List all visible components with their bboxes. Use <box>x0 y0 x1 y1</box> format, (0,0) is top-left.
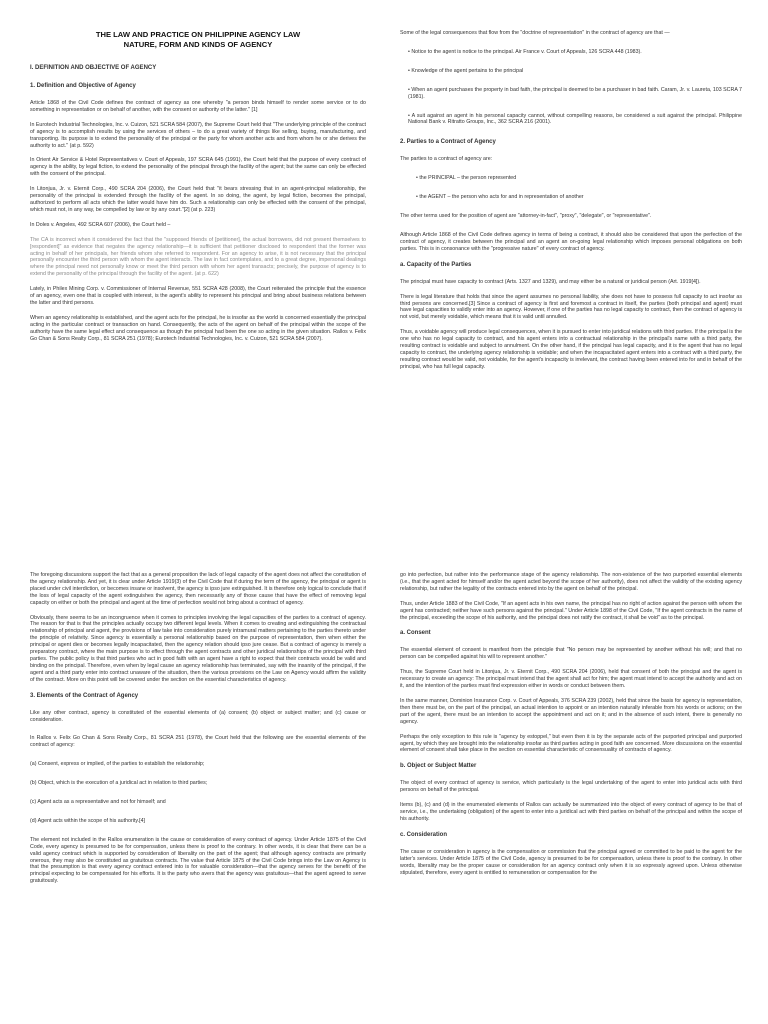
paragraph: In the same manner, Dominion Insurance Corp. v. Court of Appeals, 376 SCRA 239 (2002), held that since the basis for agency is representation, then there must be, on the part of the principal, an actual intention to appoint or an intention naturally inferable from his words or actions; on the part of the agent, there must be an intention to accept the appointment and act on it; and in the absence of such intent, there is generally no agency. <box>400 697 742 725</box>
heading-consent: a. Consent <box>400 630 431 637</box>
bullet-item: • the PRINCIPAL – the person represented <box>416 175 517 182</box>
heading-object: b. Object or Subject Matter <box>400 763 477 770</box>
paragraph: The object of every contract of agency is service, which particularly is the legal undertaking of the agent to enter into juridical acts with third persons on behalf of the principal. <box>400 780 742 794</box>
paragraph: Perhaps the only exception to this rule is "agency by estoppel," but even then it is by the separate acts of the purported principal and purported agent, by which they are brought into the relationship insofar as third parties acting in good faith are concerned. More discussions on the essential element of consent shall take place in the section on essential characteristic of consensuality of contracts of agency. <box>400 733 742 754</box>
heading-parties: 2. Parties to a Contract of Agency <box>400 139 496 146</box>
heading-elements: 3. Elements of the Contract of Agency <box>30 692 139 699</box>
list-item: (d) Agent acts within the scope of his authority.[4] <box>30 817 146 824</box>
paragraph: The element not included in the Rallos enumeration is the cause or consideration of every contract of agency. Under Article 1875 of the Civil Code, every agency is presumed to be for compensation, unless there is proof to the contrary. In other words, it is clear that there can be a valid agency contract which is supported by consideration of liberality on the part of the agent; that although agency contracts are primarily onerous, they may also be constituted as gratuitous contracts. The value that Article 1875 of the Civil Code brings into the Law on Agency is that the presumption is that every agency contract entered into is for valuable consideration—that the agency serves for the benefit of the principal expecting to be compensated for his efforts. It is the party who avers that the agency was gratuitous—that the agent agreed to serve gratuitously. <box>30 836 366 885</box>
paragraph: In Eurotech Industrial Technologies, Inc. v. Cuizon, 521 SCRA 584 (2007), the Supreme Court held that "The underlying principle of the contract of agency is to accomplish results by using the services of others – to do a great variety of things like selling, buying, manufacturing, and transporting. Its purpose is to extend the personality of the principal or the party for whom another acts and from whom he or she derives the authority to act." (at p. 592) <box>30 121 366 149</box>
paragraph: The essential element of consent is manifest from the principle that "No person may be represented by another without his will; and that no person can be compelled against his will to represent another." <box>400 647 742 661</box>
document-page-2 <box>384 0 768 512</box>
paragraph: When an agency relationship is established, and the agent acts for the principal, he is insofar as the world is concerned essentially the principal acting in the particular contract or transaction on hand. Consequently, the acts of the agent on behalf of the principal within the scope of the authority have the same legal effect and consequence as though the principal had been the one so acting in the given situation. Rallos v. Felix Go Chan & Sons Realty Corp., 81 SCRA 251 (1978); Eurotech Industrial Technologies, Inc. v. Cuizon, 521 SCRA 584 (2007). <box>30 314 366 342</box>
bullet-item: • Notice to the agent is notice to the principal. Air France v. Court of Appeals, 126 SCRA 448 (1983). <box>408 48 642 55</box>
document-page-3 <box>0 512 384 1024</box>
bullet-item: • When an agent purchases the property in bad faith, the principal is deemed to be a purchaser in bad faith. Caram, Jr. v. Laureta, 103 SCRA 7 (1981). <box>408 86 742 100</box>
block-quote: The CA is incorrect when it considered the fact that the "supposed friends of [petitioner], the actual borrowers, did not present themselves to [respondent]" as evidence that negates the agency relationship—it is sufficient that petitioner disclosed to respondent that the former was acting in behalf of her principals, her friends whom she referred to respondent. For an agency to arise, it is not necessary that the principal personally encounter the third person with whom the agent interacts. The law in fact contemplates, and to a great degree, impersonal dealings where the principal need not personally know or meet the third person with whom her agent transacts; precisely, the purpose of agency is to extend the personality of the principal through the facility of the agent. (at p. 622) <box>30 236 366 278</box>
document-page-1 <box>0 0 384 512</box>
paragraph: Obviously, there seems to be an incongruence when it comes to principles involving the legal capacities of the parties to a contract of agency. The reason for that is that the principles actually occupy two different legal levels. When it comes to creating and extinguishing the contractual relationship of principal and agent, the provisions of law take into consideration purely intramural matters pertaining to the parties thereto under the principle of relativity. Since agency is essentially a personal relationship based on the purpose of representation, then when either the principal or agent dies or becomes legally incapacitated, then the agency relation should ipso jure cease. But a contract of agency is merely a preparatory contract, where the main purpose is to effect through the agent contracts and other juridical relationships of the principal with third parties. The public policy is that third parties who act in good faith with an agent have a right to expect that their contracts would be valid and binding on the principal. Therefore, even when by legal cause an agency relationship has terminated, say with the insanity of the principal, if the agent and a third party enter into contract unaware of the situation, then the various provisions on the Law on Agency would affirm the validity of the contract. More on this point will be covered under the section on the essential characteristics of agency. <box>30 614 366 683</box>
paragraph: In Rallos v. Felix Go Chan & Sons Realty Corp., 81 SCRA 251 (1978), the Court held that the following are the essential elements of the contract of agency: <box>30 735 366 749</box>
heading-consideration: c. Consideration <box>400 831 448 838</box>
paragraph: Items (b), (c) and (d) in the enumerated elements of Rallos can actually be summarized into the object of every contract of agency to be that of service, i.e., the undertaking (obligation) of the agent to enter into a juridical act with third parties on behalf of the principal and within the scope of his authority. <box>400 802 742 822</box>
paragraph: Some of the legal consequences that flow from the "doctrine of representation" in the contract of agency are that — <box>400 30 670 36</box>
heading-capacity: a. Capacity of the Parties <box>400 261 472 268</box>
bullet-item: • A suit against an agent in his personal capacity cannot, without compelling reasons, be considered a suit against the principal. Philippine National Bank v. Ritratto Groups, Inc., 362 SCRA 216 (2001). <box>408 112 742 126</box>
paragraph: The foregoing discussions support the fact that as a general proposition the lack of legal capacity of the agent does not affect the constitution of the agency relationship. And yet, it is clear under Article 1919(3) of the Civil Code that if during the term of the agency, the principal or agent is placed under civil interdiction, or becomes insane or insolvent, the agency is ipso jure extinguished. It is therefore only logical to conclude that if the loss of legal capacity of the agent extinguishes the agency, then necessarily any of those cause that have the effect of removing legal capacity on either or both the principal and agent at the time of perfection would not bring about a contract of agency. <box>30 572 366 606</box>
paragraph: In Litonjua, Jr. v. Eternit Corp., 490 SCRA 204 (2006), the Court held that "it bears stressing that in an agent-principal relationship, the personality of the principal is extended through the facility of the agent. In so doing, the agent, by legal fiction, becomes the principal, authorized to perform all acts which the latter would have him do. Such a relationship can only be effected with the consent of the principal, which must not, in any way, be compelled by law or by any court."[2] (at p. 223) <box>30 186 366 213</box>
list-item: (a) Consent, express or implied, of the parties to establish the relationship; <box>30 761 205 768</box>
paragraph: Although Article 1868 of the Civil Code defines agency in terms of being a contract, it should also be considered that upon the perfection of the contract of agency, it creates between the principal and an agent an on-going legal relationship which imposes personal obligations on both parties. This is in consonance with the "progressive nature" of every contract of agency. <box>400 231 742 252</box>
paragraph: The other terms used for the position of agent are "attorney-in-fact", "proxy", "delegate", or "representative". <box>400 213 652 220</box>
paragraph: Lately, in Philex Mining Corp. v. Commissioner of Internal Revenue, 551 SCRA 428 (2008), the Court reiterated the principle that the essence of an agency, even one that is coupled with interest, is the agent's ability to represent his principal and bring about business relations between the latter and third persons. <box>30 286 366 306</box>
paragraph: The principal must have capacity to contract (Arts. 1327 and 1329), and may either be a natural or juridical person (Art. 1919[4]). <box>400 278 701 285</box>
paragraph: go into perfection, but rather into the performance stage of the agency relationship. The non-existence of the two purported essential elements (i.e., that the agent acted for himself and/or the agent acted beyond the scope of her authority), does not affect the validity of the existing agency relationship, but rather the legality of the contracts entered into by the agent on behalf of the principal. <box>400 572 742 592</box>
paragraph: Like any other contract, agency is constituted of the essential elements of (a) consent; (b) object or subject matter; and (c) cause or consideration. <box>30 709 366 723</box>
document-page-4 <box>384 512 768 1024</box>
section-heading: I. DEFINITION AND OBJECTIVE OF AGENCY <box>30 65 157 71</box>
paragraph: Thus, a voidable agency will produce legal consequences, when it is pursued to enter into juridical relations with third parties. If the principal is the one who has no legal capacity to contract, and his agent enters into a contractual relationship in the principal's name with a third party, the resulting contract is voidable and subject to annulment. On the other hand, if the principal has legal capacity, and it is the agent that has no legal capacity to contract, the underlying agency relationship is voidable; and when the incapacitated agent enters into a contract with a third party, the resulting contract would be valid, not voidable, for the agent's incapacity is irrelevant, the contract having been entered into for and in behalf of the principal, who has full legal capacity. <box>400 329 742 370</box>
list-item: (c) Agent acts as a representative and not for himself; and <box>30 799 166 806</box>
bullet-item: • Knowledge of the agent pertains to the principal <box>408 67 524 74</box>
paragraph: Article 1868 of the Civil Code defines the contract of agency as one whereby "a person binds himself to render some service or to do something in representation or on behalf of another, with the consent or authority of the latter." [1] <box>30 100 366 113</box>
list-item: (b) Object, which is the execution of a juridical act in relation to third parties; <box>30 780 208 787</box>
title-line-2: NATURE, FORM AND KINDS OF AGENCY <box>123 40 273 49</box>
document-title <box>30 30 366 50</box>
subheading-definition: 1. Definition and Objective of Agency <box>30 83 136 89</box>
paragraph: The parties to a contract of agency are: <box>400 156 493 163</box>
paragraph: Thus, the Supreme Court held in Litonjua, Jr. v. Eternit Corp., 490 SCRA 204 (2006), held that consent of both the principal and the agent is necessary to create an agency: The principal must intend that the agent shall act for him; the agent must intend to accept the authority and act on it, and the intention of the parties must find expression either in words or conduct between them. <box>400 669 742 690</box>
bullet-item: • the AGENT – the person who acts for and in representation of another <box>416 194 584 201</box>
paragraph: In Doles v. Angeles, 492 SCRA 607 (2006), the Court held – <box>30 221 171 228</box>
paragraph: There is legal literature that holds that since the agent assumes no personal liability, she does not have to possess full capacity to act insofar as third persons are concerned.[3] Since a contract of agency is first and foremost a contract in itself, the parties (both principal and agent) must have legal capacities to validly enter into an agency. However, if one of the parties has no legal capacity to contract, then the contract of agency is not void, but merely voidable, which means that it is valid until annulled. <box>400 293 742 321</box>
paragraph: Thus, under Article 1883 of the Civil Code, "If an agent acts in his own name, the principal has no right of action against the person with whom the agent has contracted; neither have such persons against the principal." Under Article 1898 of the Civil Code, "If the agent contracts in the name of the principal, exceeding the scope of his authority, and the principal does not ratify the contract, it shall be void" as to the principal. <box>400 600 742 621</box>
title-line-1: THE LAW AND PRACTICE ON PHILIPPINE AGENCY LAW <box>95 30 301 39</box>
paragraph: The cause or consideration in agency is the compensation or commission that the principal agreed or committed to be paid to the agent for the latter's services. Under Article 1875 of the Civil Code, agency is presumed to be for compensation, unless there is proof to the contrary. In other words, liberality may be the proper cause or consideration for an agency contract only when it is so expressly agreed upon. Unless otherwise stipulated, therefore, every agent is entitled to remuneration or compensation for the <box>400 848 742 876</box>
paragraph: In Orient Air Service & Hotel Representatives v. Court of Appeals, 197 SCRA 645 (1991), the Court held that the purpose of every contract of agency is the ability, by legal fiction, to extend the personality of the principal through the facility of the agent; but the same can only be effected with the consent of the principal. <box>30 157 366 178</box>
